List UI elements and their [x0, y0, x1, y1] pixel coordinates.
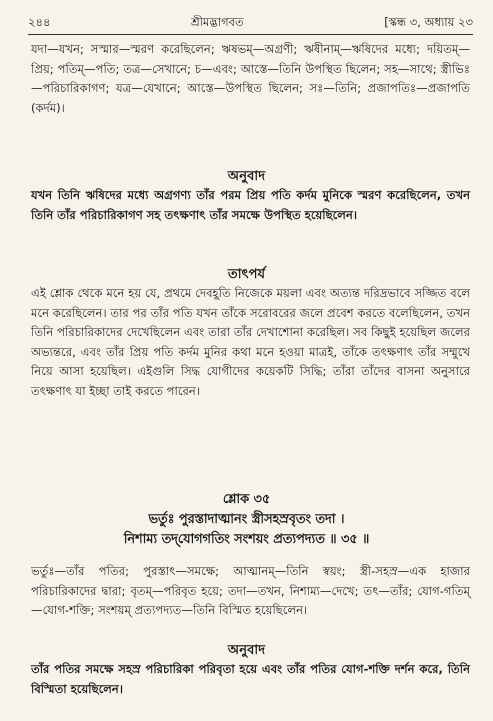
purport-text: এই শ্লোক থেকে মনে হয় যে, প্রথমে দেবহূতি নিজেকে ময়লা এবং অত্যন্ত দরিদ্রভাবে সজ্জিত বলে মনে করেছিলেন। তার পর তাঁর পতি যখন তাঁকে সরোবরের জলে প্রবেশ করতে বলেছিলেন, তখন তিনি পরিচারিকাদের দেখেছিলেন এবং তারা তাঁর দেখাশোনা করেছিল। সব কিছুই হয়েছিল জলের অভ্যন্তরে, এবং তাঁর প্রিয় পতি কর্দম মুনির কথা মনে হওয়া মাত্রই, তাঁকে তৎক্ষণাৎ তাঁর সম্মুখে নিয়ে আসা হয়েছিল। এইগুলি সিদ্ধ যোগীদের কয়েকটি সিদ্ধি; তাঁরা তাঁদের বাসনা অনুসারে তৎক্ষণাৎ যা ইচ্ছা তাই করতে পারেন। — [31, 286, 470, 398]
purport-heading: তাৎপর্য — [227, 267, 266, 282]
translation-block-2 — [31, 660, 470, 699]
header-rule — [28, 34, 473, 35]
verse-line-2: নিশাম্য তদ্‌যোগগতিং সংশয়ং প্রত্যপদ্যত ॥ ৩৫ ॥ — [123, 532, 370, 547]
synonyms-text-2: ভর্তুঃ—তাঁর পতির; পুরস্তাৎ—সমক্ষে; আত্মানম্—তিনি স্বয়ং; স্ত্রী-সহস্র—এক হাজার পরিচারিকাদের দ্বারা; বৃতম্—পরিবৃত হয়ে; তদা—তখন, নিশাম্য—দেখে; তৎ—তাঁর; যোগ-গতিম্—যোগ-শক্তি; সংশয়ম্ প্রত্যপদ্যত—তিনি বিস্মিত হয়েছিলেন। — [31, 564, 470, 618]
synonyms-block-2 — [31, 562, 470, 621]
translation-text-1: যখন তিনি ঋষিদের মধ্যে অগ্রগণ্য তাঁর পরম প্রিয় পতি কর্দম মুনিকে স্মরণ করেছিলেন, তখন তিনি তাঁর পরিচারিকাগণ সহ তৎক্ষণাৎ তাঁর সমক্ষে উপস্থিত হয়েছিলেন। — [31, 188, 470, 222]
synonyms-text-1: যদা—যখন; সস্মার—স্মরণ করেছিলেন; ঋষভম্—অগ্রণী; ঋষীনাম্—ঋষিদের মধ্যে; দয়িতম্—প্রিয়; পতিম্—পতি; তত্র—সেখানে; চ—এবং; আস্তে—তিনি উপস্থিত ছিলেন; সহ—সাথে; স্ত্রীভিঃ—পরিচারিকাগণ; যত্র—যেখানে; আস্তে—উপস্থিত ছিলেন; সঃ—তিনি; প্রজাপতিঃ—প্রজাপতি (কর্দম)। — [31, 42, 470, 115]
translation-block-1 — [31, 186, 470, 225]
synonyms-block-1 — [31, 40, 470, 118]
translation-heading-2: অনুবাদ — [227, 643, 266, 658]
translation-text-2: তাঁর পতির সমক্ষে সহস্র পরিচারিকা পরিবৃতা হয়ে এবং তাঁর পতির যোগ-শক্তি দর্শন করে, তিনি বিস্মিতা হয়েছিলেন। — [31, 662, 470, 696]
section-label: [স্কন্ধ ৩, অধ্যায় ২৩ — [384, 14, 473, 29]
purport-block — [31, 284, 470, 402]
verse-number: শ্লোক ৩৫ — [222, 492, 271, 507]
book-title: শ্রীমদ্ভাগবত — [190, 14, 244, 29]
verse-line-1: ভর্তুঃ পুরস্তাদাত্মানং স্ত্রীসহস্রবৃতং তদা । — [148, 512, 345, 527]
page-header — [28, 14, 473, 32]
translation-heading-1: অনুবাদ — [227, 169, 266, 184]
page-number: ২৪৪ — [28, 14, 51, 29]
